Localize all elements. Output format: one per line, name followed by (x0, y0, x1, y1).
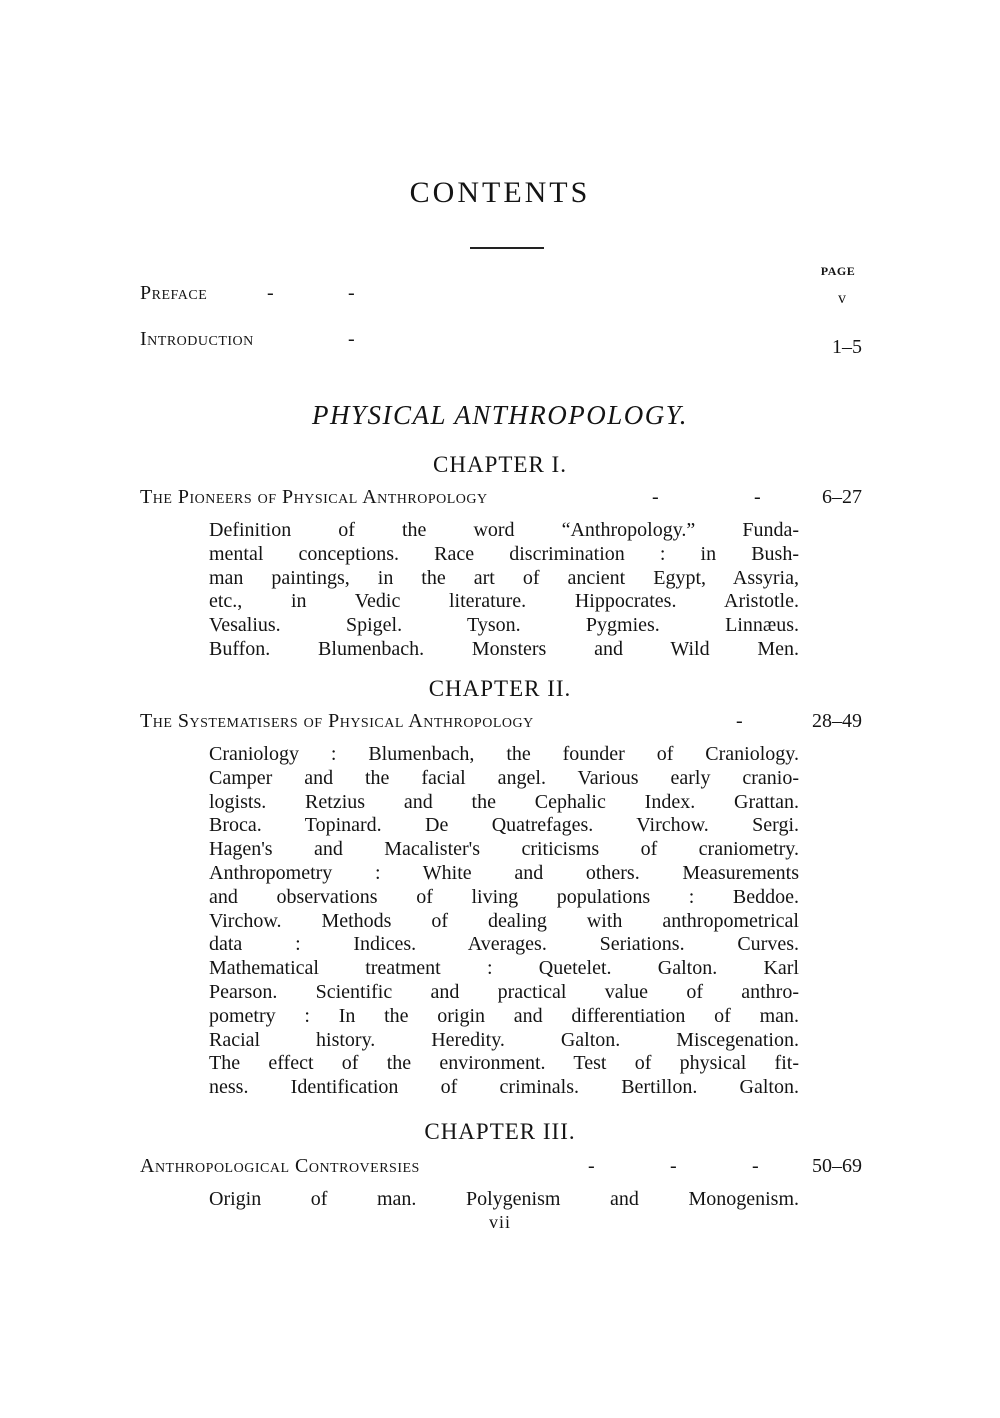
toc-entry-label: Preface (140, 282, 208, 304)
chapter-description (209, 743, 799, 1100)
toc-entry-label: The Systematisers of Physical Anthropology (140, 710, 534, 732)
description-line: ness. Identification of criminals. Bertillon. Galton. (209, 1076, 799, 1099)
description-line: Mathematical treatment : Quetelet. Galton. Karl (209, 957, 799, 980)
description-line: Broca. Topinard. De Quatrefages. Virchow. Sergi. (209, 814, 799, 837)
toc-entry-introduction (140, 328, 862, 358)
description-line: Hagen's and Macalister's criticisms of craniometry. (209, 838, 799, 861)
page-column-heading: PAGE (820, 264, 856, 278)
description-line: Vesalius. Spigel. Tyson. Pygmies. Linnæus. (209, 614, 799, 637)
description-line: logists. Retzius and the Cephalic Index. Grattan. (209, 790, 799, 813)
toc-entry-page: 1–5 (832, 336, 862, 358)
chapter-description (209, 519, 799, 662)
description-line: and observations of living populations : Beddoe. (209, 885, 799, 908)
description-line: data : Indices. Averages. Seriations. Curves. (209, 933, 799, 956)
description-line: Racial history. Heredity. Galton. Miscegenation. (209, 1028, 799, 1051)
part-title: PHYSICAL ANTHROPOLOGY. (311, 400, 689, 430)
leader-dash: - (670, 1155, 677, 1177)
description-line: Virchow. Methods of dealing with anthropometrical (209, 909, 799, 932)
description-line: etc., in Vedic literature. Hippocrates. Aristotle. (209, 590, 799, 613)
leader-dash: - (736, 710, 743, 732)
description-line: Buffon. Blumenbach. Monsters and Wild Men. (209, 637, 799, 660)
leader-dash: - (267, 282, 274, 304)
toc-entry-preface (140, 282, 862, 308)
description-line: Anthropometry : White and others. Measurements (209, 861, 799, 884)
leader-dash: - (588, 1155, 595, 1177)
leader-dash: - (752, 1155, 759, 1177)
toc-entry-label: Introduction (140, 328, 254, 350)
chapter-heading: CHAPTER I. (433, 452, 567, 477)
chapter-heading: CHAPTER III. (424, 1119, 576, 1144)
leader-dash: - (652, 486, 659, 508)
toc-entry-label: The Pioneers of Physical Anthropology (140, 486, 488, 508)
toc-entry-page: 28–49 (812, 710, 862, 732)
description-line: Definition of the word “Anthropology.” Funda- (209, 519, 799, 541)
description-line: Craniology : Blumenbach, the founder of Craniology. (209, 743, 799, 765)
toc-entry-page: v (838, 290, 846, 307)
page-number: vii (488, 1212, 511, 1232)
toc-entry-label: Anthropological Controversies (140, 1155, 420, 1177)
page-title: CONTENTS (409, 176, 591, 209)
leader-dash: - (348, 282, 355, 304)
description-line: Pearson. Scientific and practical value of anthro- (209, 980, 799, 1003)
description-line: Origin of man. Polygenism and Monogenism. (209, 1188, 799, 1210)
description-line: mental conceptions. Race discrimination : in Bush- (209, 542, 799, 565)
toc-entry-page: 50–69 (812, 1155, 862, 1177)
leader-dash: - (754, 486, 761, 508)
description-line: man paintings, in the art of ancient Egypt, Assyria, (209, 566, 799, 589)
description-line: Camper and the facial angel. Various early cranio- (209, 766, 799, 789)
chapter-heading: CHAPTER II. (428, 676, 572, 701)
title-rule (470, 247, 544, 249)
toc-entry-page: 6–27 (822, 486, 862, 508)
description-line: The effect of the environment. Test of physical fit- (209, 1052, 799, 1075)
chapter-description (209, 1188, 799, 1212)
toc-entry-chapter-1 (140, 486, 862, 512)
description-line: pometry : In the origin and differentiation of man. (209, 1004, 799, 1027)
leader-dash: - (348, 328, 355, 350)
toc-entry-chapter-3 (140, 1155, 862, 1181)
toc-entry-chapter-2 (140, 710, 862, 736)
